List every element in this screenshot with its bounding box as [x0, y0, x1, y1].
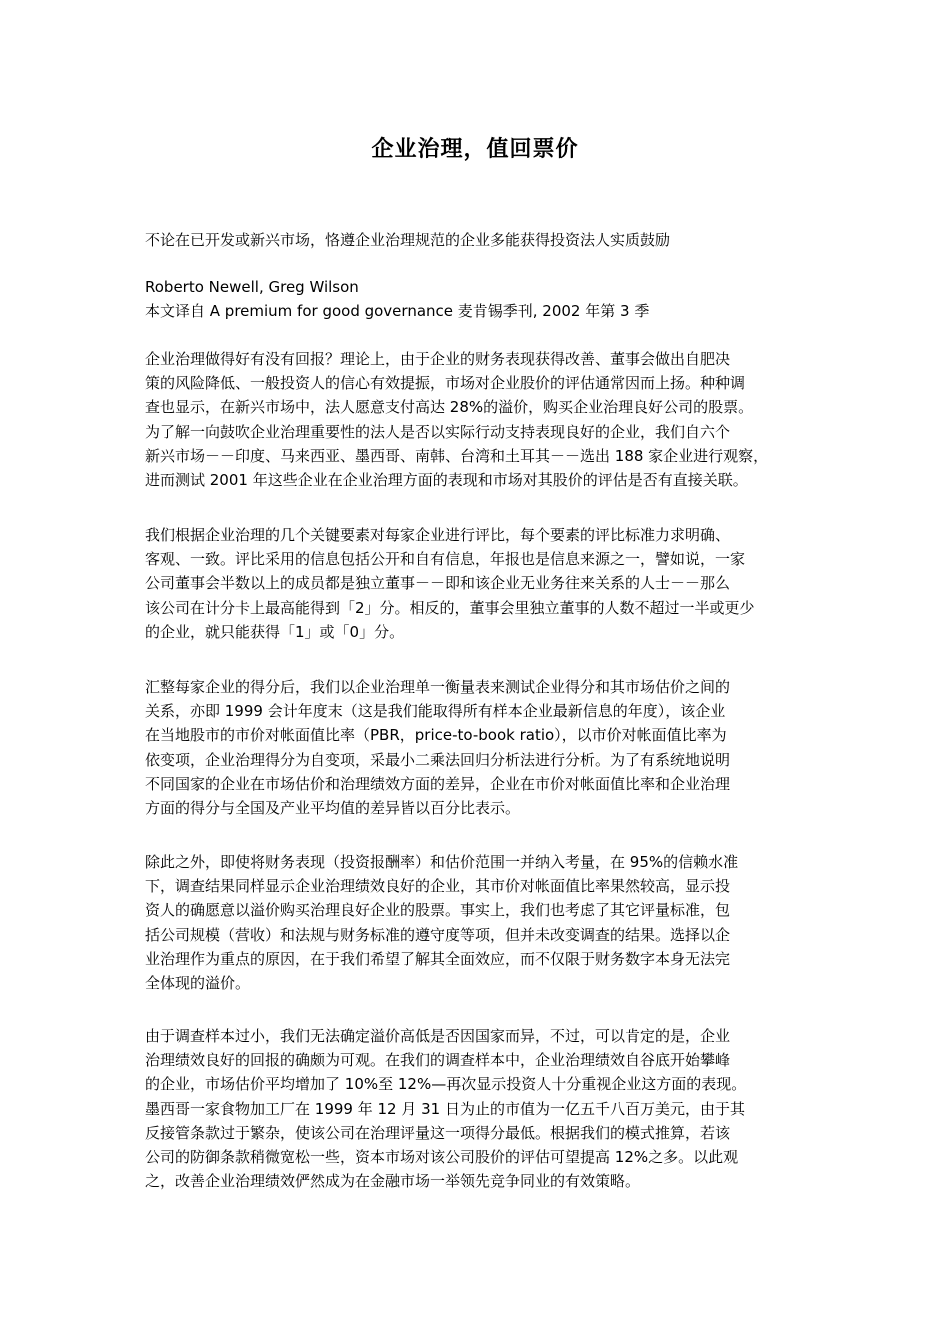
paragraph-line: 公司董事会半数以上的成员都是独立董事－－即和该企业无业务往来关系的人士－－那么 [145, 574, 731, 593]
document-subtitle: 不论在已开发或新兴市场，恪遵企业治理规范的企业多能获得投资法人实质鼓励 [145, 231, 671, 249]
paragraph-5 [145, 1024, 815, 1193]
paragraph-line: 我们根据企业治理的几个关键要素对每家企业进行评比，每个要素的评比标准力求明确、 [145, 526, 731, 544]
paragraph-line: 企业治理做得好有没有回报？理论上，由于企业的财务表现获得改善、董事会做出自肥决 [145, 350, 731, 368]
paragraph-line: 墨西哥一家食物加工厂在 1999 年 12 月 31 日为止的市值为一亿五千八百万美元，由于其 [145, 1099, 745, 1118]
paragraph-line: 方面的得分与全国及产业平均值的差异皆以百分比表示。 [145, 798, 521, 817]
paragraph-line: 治理绩效良好的回报的确颇为可观。在我们的调查样本中，企业治理绩效自谷底开始攀峰 [145, 1051, 731, 1070]
paragraph-line: 为了解一向鼓吹企业治理重要性的法人是否以实际行动支持表现良好的企业，我们自六个 [145, 422, 731, 441]
paragraph-line: 反接管条款过于繁杂，使该公司在治理评量这一项得分最低。根据我们的模式推算，若该 [145, 1123, 731, 1142]
paragraph-line: 下，调查结果同样显示企业治理绩效良好的企业，其市价对帐面值比率果然较高，显示投 [145, 877, 731, 896]
paragraph-line: 汇整每家企业的得分后，我们以企业治理单一衡量表来测试企业得分和其市场估价之间的 [145, 678, 731, 696]
paragraph-line: 业治理作为重点的原因，在于我们希望了解其全面效应，而不仅限于财务数字本身无法完 [145, 949, 731, 968]
paragraph-line: 的企业，就只能获得「1」或「0」分。 [145, 622, 405, 641]
paragraph-line: 不同国家的企业在市场估价和治理绩效方面的差异，企业在市价对帐面值比率和企业治理 [145, 774, 731, 793]
paragraph-line: 的企业，市场估价平均增加了 10%至 12%—再次显示投资人十分重视企业这方面的表现。 [145, 1075, 747, 1094]
paragraph-line: 公司的防御条款稍微宽松一些，资本市场对该公司股价的评估可望提高 12%之多。以此观 [145, 1147, 739, 1166]
paragraph-1 [145, 347, 815, 492]
paragraph-line: 之，改善企业治理绩效俨然成为在金融市场一举领先竞争同业的有效策略。 [145, 1172, 641, 1191]
paragraph-line: 括公司规模（营收）和法规与财务标准的遵守度等项，但并未改变调查的结果。选择以企 [145, 925, 731, 944]
paragraph-4 [145, 850, 815, 995]
paragraph-line: 由于调查样本过小，我们无法确定溢价高低是否因国家而异，不过，可以肯定的是，企业 [145, 1027, 731, 1045]
paragraph-line: 关系，亦即 1999 会计年度末（这是我们能取得所有样本企业最新信息的年度），该企业 [145, 702, 726, 721]
author-line: Roberto Newell, Greg Wilson [145, 278, 359, 296]
paragraph-line: 客观、一致。评比采用的信息包括公开和自有信息，年报也是信息来源之一，譬如说，一家 [145, 550, 746, 569]
source-note: 本文译自 A premium for good governance 麦肯锡季刊, 2002 年第 3 季 [145, 302, 650, 320]
paragraph-line: 在当地股市的市价对帐面值比率（PBR，price-to-book ratio），以市价对帐面值比率为 [145, 726, 727, 745]
paragraph-line: 策的风险降低、一般投资人的信心有效提振，市场对企业股价的评估通常因而上扬。种种调 [145, 374, 746, 393]
paragraph-line: 查也显示，在新兴市场中，法人愿意支付高达 28%的溢价，购买企业治理良好公司的股票。 [145, 398, 754, 417]
paragraph-line: 进而测试 2001 年这些企业在企业治理方面的表现和市场对其股价的评估是否有直接关联。 [145, 470, 748, 489]
paragraph-line: 资人的确愿意以溢价购买治理良好企业的股票。事实上，我们也考虑了其它评量标准，包 [145, 901, 731, 920]
paragraph-2 [145, 523, 815, 644]
paragraph-line: 该公司在计分卡上最高能得到「2」分。相反的，董事会里独立董事的人数不超过一半或更少 [145, 598, 755, 617]
paragraph-line: 新兴市场－－印度、马来西亚、墨西哥、南韩、台湾和土耳其－－选出 188 家企业进行观察， [145, 446, 769, 465]
paragraph-line: 依变项，企业治理得分为自变项，采最小二乘法回归分析法进行分析。为了有系统地说明 [145, 750, 731, 769]
paragraph-3 [145, 675, 815, 820]
paragraph-line: 全体现的溢价。 [145, 973, 251, 992]
document-title: 企业治理，值回票价 [371, 137, 579, 162]
paragraph-line: 除此之外，即使将财务表现（投资报酬率）和估价范围一并纳入考量，在 95%的信赖水准 [145, 853, 739, 871]
